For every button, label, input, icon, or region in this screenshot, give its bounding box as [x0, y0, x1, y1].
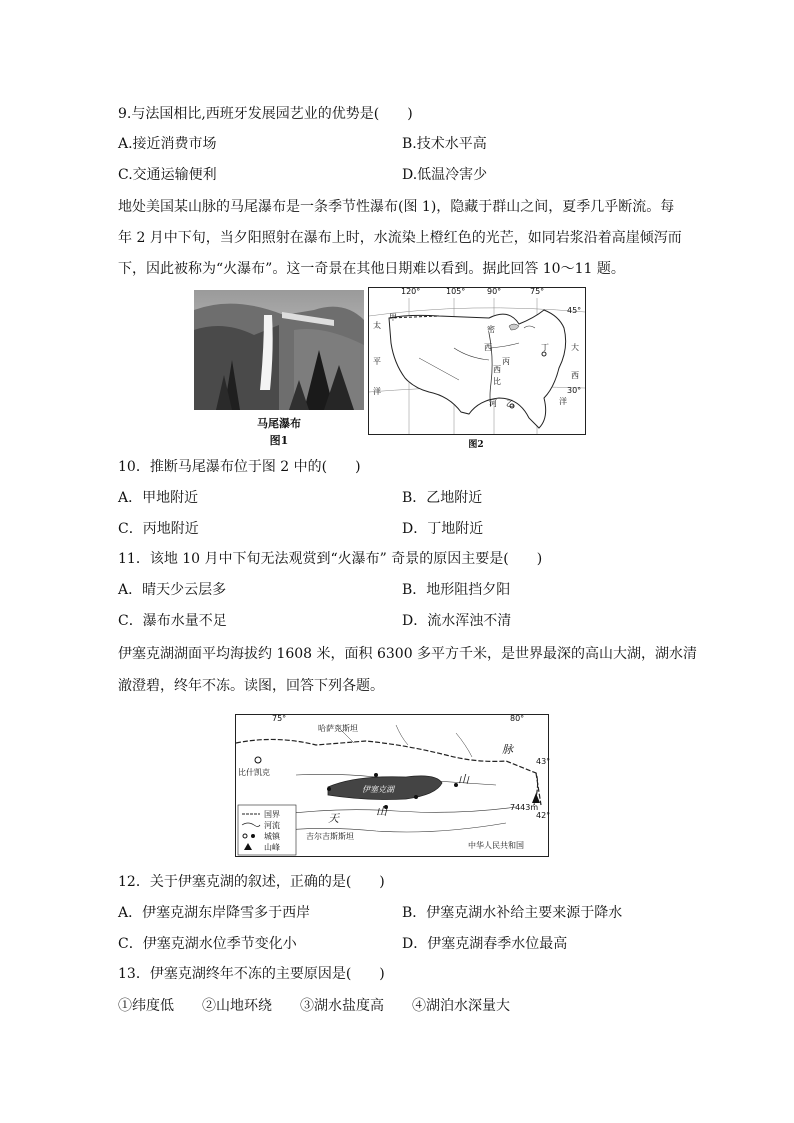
fig2-label-yang: 洋	[373, 387, 381, 396]
q10-option-c: C．丙地附近	[118, 521, 199, 537]
fig3-bishkek: 比什凯克	[238, 768, 270, 777]
fig3-kazakhstan: 哈萨克斯坦	[318, 724, 358, 733]
fig2-lon-105: 105°	[446, 287, 466, 296]
q9-option-b: B.技术水平高	[402, 136, 487, 152]
q11-option-a: A．晴天少云层多	[118, 582, 227, 598]
figure3-issyk-kul-map	[235, 714, 549, 857]
fig3-lat-42: 42°	[536, 811, 551, 820]
fig2-label-jia: 甲	[389, 313, 397, 322]
fig2-label-xi2: 西	[493, 365, 501, 374]
q10-option-d: D．丁地附近	[402, 521, 484, 537]
fig3-peak-label: 7443m	[510, 803, 539, 812]
q10-stem: 10．推断马尾瀑布位于图 2 中的( )	[118, 459, 361, 475]
q13-options: ①纬度低 ②山地环绕 ③湖水盐度高 ④湖泊水深量大	[118, 998, 510, 1014]
q9-option-c: C.交通运输便利	[118, 167, 217, 183]
fig3-mtn-mai: 脉	[502, 743, 513, 756]
fig2-lon-75: 75°	[530, 287, 545, 296]
fig3-legend-border: 国界	[264, 810, 280, 819]
q12-option-a: A．伊塞克湖东岸降雪多于西岸	[118, 905, 311, 921]
figure2-label: 图2	[468, 440, 484, 450]
figure1-waterfall-photo	[194, 290, 364, 410]
fig2-lon-120: 120°	[401, 287, 421, 296]
fig2-lon-90: 90°	[487, 287, 502, 296]
q13-stem: 13．伊塞克湖终年不冻的主要原因是( )	[118, 966, 385, 982]
fig3-lat-43: 43°	[536, 757, 551, 766]
q11-option-b: B．地形阻挡夕阳	[402, 582, 511, 598]
fig2-label-he: 河	[489, 399, 497, 408]
q11-option-c: C．瀑布水量不足	[118, 613, 227, 629]
passage2-line1: 伊塞克湖湖面平均海拔约 1608 米，面积 6300 多平方千米，是世界最深的高山大湖，湖水清	[118, 646, 698, 662]
figure1-title: 马尾瀑布	[257, 417, 301, 430]
passage2-line2: 澈澄碧，终年不冻。读图，回答下列各题。	[118, 678, 384, 694]
figure1-label: 图1	[269, 434, 289, 447]
fig2-lat-45: 45°	[567, 306, 582, 315]
q10-option-a: A．甲地附近	[118, 490, 199, 506]
fig3-kyrgyzstan: 吉尔吉斯斯坦	[306, 832, 354, 841]
fig3-china: 中华人民共和国	[468, 841, 524, 850]
fig2-label-yi: 乙	[506, 399, 514, 408]
fig2-label-tai: 太	[373, 321, 381, 330]
q12-option-b: B．伊塞克湖水补给主要来源于降水	[402, 905, 623, 921]
q11-stem: 11．该地 10 月中下旬无法观赏到“火瀑布” 奇景的原因主要是( )	[118, 551, 543, 567]
q11-option-d: D．流水浑浊不清	[402, 613, 512, 629]
fig2-label-xi3: 西	[571, 371, 579, 380]
q12-option-d: D．伊塞克湖春季水位最高	[402, 936, 568, 952]
q12-stem: 12．关于伊塞克湖的叙述，正确的是( )	[118, 874, 385, 890]
fig3-mtn-shan1: 山	[376, 805, 387, 818]
fig2-label-mi: 密	[487, 325, 495, 334]
passage1-line2: 年 2 月中下旬，当夕阳照射在瀑布上时，水流染上橙红色的光芒，如同岩浆沿着高崖倾泻而	[118, 230, 682, 246]
fig3-legend-town: 城镇	[264, 832, 280, 841]
passage1-line1: 地处美国某山脉的马尾瀑布是一条季节性瀑布(图 1)，隐藏于群山之间，夏季几乎断流。每	[118, 199, 675, 215]
fig2-label-xi: 西	[484, 343, 492, 352]
passage1-line3: 下，因此被称为“火瀑布”。这一奇景在其他日期难以看到。据此回答 10～11 题。	[118, 261, 625, 277]
figure2-us-map	[368, 287, 586, 435]
q12-option-c: C．伊塞克湖水位季节变化小	[118, 936, 297, 952]
q9-option-d: D.低温冷害少	[402, 167, 488, 183]
q9-stem: 9.与法国相比,西班牙发展园艺业的优势是( )	[118, 106, 413, 122]
fig3-legend-river: 河流	[264, 821, 280, 830]
fig2-label-bing: 丙	[502, 357, 510, 366]
fig2-label-da: 大	[571, 343, 579, 352]
q10-option-b: B．乙地附近	[402, 490, 483, 506]
fig2-label-yang2: 洋	[559, 397, 567, 406]
fig2-label-ping: 平	[373, 357, 381, 366]
fig3-legend-peak: 山峰	[264, 843, 280, 852]
fig2-label-ding: 丁	[541, 343, 549, 352]
q9-option-a: A.接近消费市场	[118, 136, 217, 152]
fig2-label-bi: 比	[493, 377, 501, 386]
fig3-lon-75: 75°	[272, 714, 287, 723]
fig3-lake-label: 伊塞克湖	[362, 785, 394, 794]
fig2-lat-30: 30°	[567, 386, 582, 395]
fig3-mtn-tian: 天	[328, 812, 339, 825]
fig3-lon-80: 80°	[510, 714, 525, 723]
fig3-mtn-shan2: 山	[458, 773, 469, 786]
